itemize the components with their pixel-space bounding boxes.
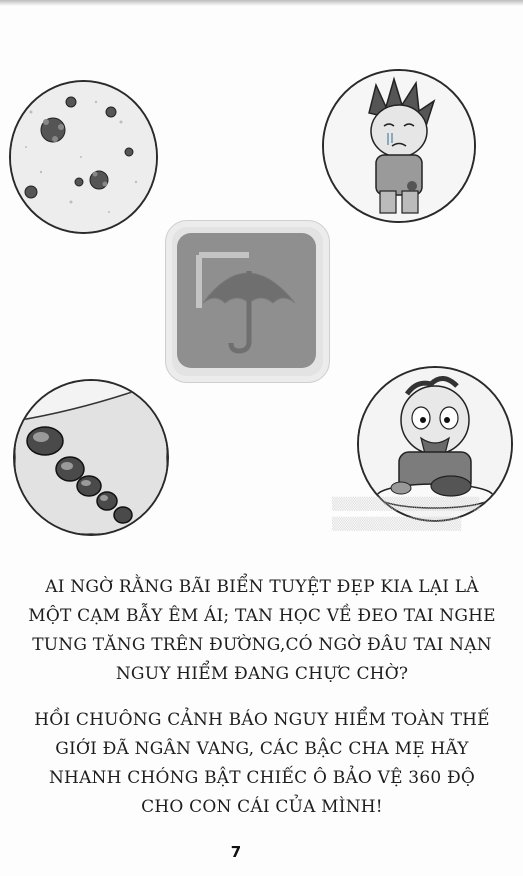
paragraph-line: GIỚI ĐÃ NGÂN VANG, CÁC BẬC CHA MẸ HÃY [55,739,469,759]
crying-boy-illustration [322,69,476,223]
swollen-foot-illustration [13,379,169,536]
paragraph-line: NHANH CHÓNG BẬT CHIẾC Ô BẢO VỆ 360 ĐỘ [48,768,476,788]
sand-with-germs-illustration [9,80,158,234]
paragraph-line: HỒI CHUÔNG CẢNH BÁO NGUY HIỂM TOÀN THẾ [34,710,490,730]
paragraph-line: NGUY HIỂM ĐANG CHỰC CHỜ? [115,664,409,684]
page-number: 7 [230,843,242,861]
umbrella-logo [165,220,330,383]
page-edge-shadow [0,0,523,6]
warning-paragraph [25,706,499,822]
bleed-through-text: ▒▒▒▒▒▒▒▒▒▒▒▒▒▒▒▒ ▒▒▒▒▒▒▒▒▒▒▒▒▒▒ [332,497,480,531]
umbrella-icon [177,233,316,368]
paragraph-line: CHO CON CÁI CỦA MÌNH! [141,797,383,817]
paragraph-line: AI NGỜ RẰNG BÃI BIỂN TUYỆT ĐẸP KIA LẠI LÀ [45,577,479,597]
intro-paragraph [25,573,499,689]
paragraph-line: TUNG TĂNG TRÊN ĐƯỜNG,CÓ NGỜ ĐÂU TAI NẠN [32,635,492,655]
paragraph-line: MỘT CẠM BẪY ÊM ÁI; TAN HỌC VỀ ĐEO TAI NGHE [28,606,496,626]
